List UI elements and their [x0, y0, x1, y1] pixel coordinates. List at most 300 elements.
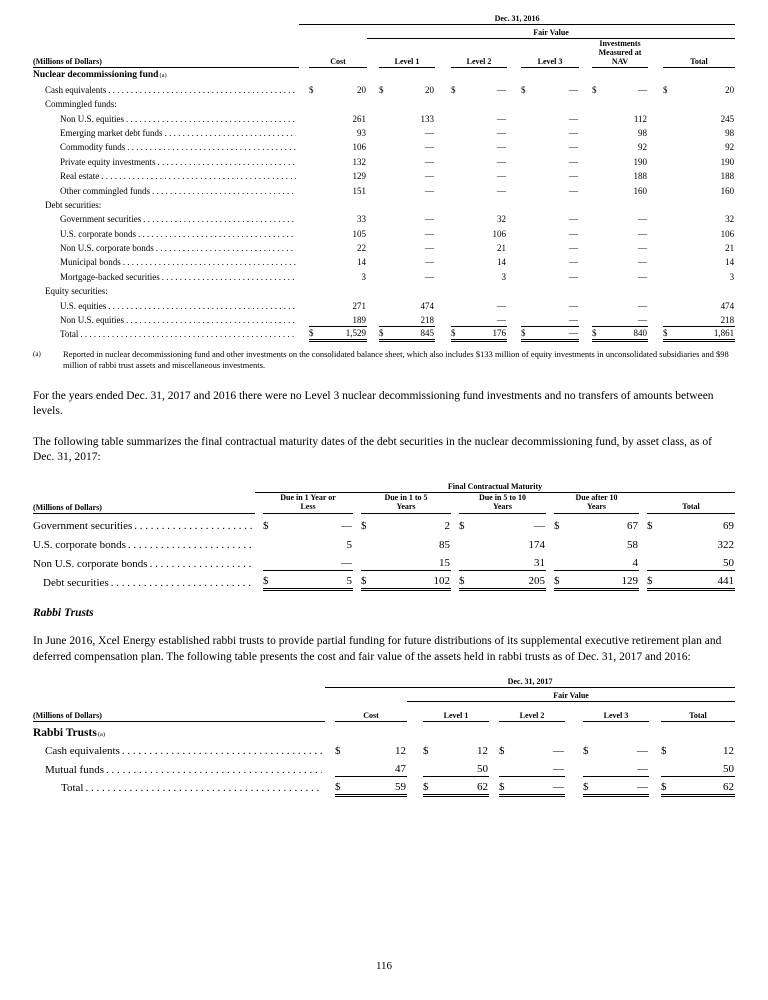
row-label-text: Total	[60, 329, 79, 340]
amount-value: 151	[352, 185, 366, 196]
footnote-text: Reported in nuclear decommissioning fund and other investments on the consolidated balance sheet, which also includes $133 million of equity investments in unconsolidated subsidiaries and $98 million of rabbi trust assets and miscellaneous investments.	[63, 348, 729, 371]
column-gap	[407, 777, 423, 796]
amount-cell	[309, 326, 367, 340]
amount-value: 20	[425, 84, 434, 95]
column-gap	[579, 225, 592, 239]
amount-value: —	[638, 271, 647, 282]
amount-value: 50	[477, 763, 488, 776]
col-header-due-1yr: Due in 1 Year or Less	[263, 493, 353, 514]
amount-cell	[379, 125, 435, 139]
column-gap	[579, 110, 592, 124]
amount-cell	[379, 326, 435, 340]
amount-value: 245	[720, 113, 735, 124]
amount-value: 98	[725, 127, 735, 138]
column-gap	[579, 326, 592, 340]
column-gap	[507, 81, 521, 95]
column-gap	[353, 552, 361, 571]
amount-value: 190	[720, 156, 735, 167]
amount-cell	[451, 197, 507, 211]
dot-leader	[165, 128, 296, 138]
amount-value: 14	[725, 257, 735, 268]
column-gap	[648, 67, 663, 81]
table-row	[33, 721, 735, 740]
date-header: Dec. 31, 2016	[299, 10, 735, 24]
column-gap	[299, 283, 309, 297]
amount-cell	[663, 297, 735, 311]
column-gap	[507, 297, 521, 311]
row-label	[33, 197, 299, 211]
amount-value: —	[638, 214, 647, 225]
amount-value: 105	[352, 228, 366, 239]
amount-cell	[309, 240, 367, 254]
amount-cell	[583, 740, 649, 759]
amount-cell	[309, 125, 367, 139]
row-label	[33, 571, 255, 590]
dot-leader	[134, 520, 252, 532]
dollar-sign: $	[459, 575, 465, 588]
row-label-text: Government securities	[33, 519, 133, 532]
amount-value: 102	[433, 575, 450, 588]
amount-cell	[554, 571, 639, 590]
amount-cell	[663, 168, 735, 182]
amount-cell	[379, 225, 435, 239]
column-gap	[367, 81, 379, 95]
dollar-sign: $	[379, 84, 384, 95]
col-header-cost: Cost	[335, 701, 407, 721]
row-label-text: Nuclear decommissioning fund	[33, 70, 159, 81]
amount-value: —	[638, 257, 647, 268]
dollar-sign: $	[661, 780, 667, 793]
amount-cell	[379, 211, 435, 225]
column-gap	[435, 81, 451, 95]
column-gap	[255, 533, 263, 552]
amount-value: —	[497, 113, 506, 124]
row-label-text: Government securities	[60, 214, 142, 225]
column-gap	[435, 283, 451, 297]
millions-of-dollars-label: (Millions of Dollars)	[33, 493, 255, 514]
amount-cell	[663, 81, 735, 95]
dollar-sign: $	[521, 84, 526, 95]
fair-value-header: Fair Value	[367, 24, 735, 38]
amount-value: —	[425, 257, 434, 268]
millions-of-dollars-label: (Millions of Dollars)	[33, 38, 299, 67]
footnote-marker: (a)	[33, 349, 41, 358]
amount-cell	[379, 67, 435, 81]
rabbi-trusts-heading: Rabbi Trusts	[33, 607, 94, 620]
footnote-ref: (a)	[97, 730, 106, 738]
amount-cell	[521, 240, 579, 254]
amount-cell	[379, 96, 435, 110]
column-gap	[507, 139, 521, 153]
amount-cell	[592, 211, 648, 225]
maturity-title: Final Contractual Maturity	[255, 478, 735, 493]
amount-cell	[459, 552, 546, 571]
amount-value: 106	[492, 228, 506, 239]
amount-value: 4	[632, 557, 638, 570]
amount-cell	[309, 197, 367, 211]
column-gap	[507, 268, 521, 282]
row-label-text: Private equity investments	[60, 156, 156, 167]
dollar-sign: $	[263, 575, 269, 588]
row-label-text: U.S. corporate bonds	[33, 538, 126, 551]
dollar-sign: $	[361, 519, 367, 532]
amount-value: 21	[497, 243, 506, 254]
column-gap	[649, 721, 661, 740]
amount-cell	[379, 110, 435, 124]
row-label	[33, 96, 299, 110]
dot-leader	[128, 539, 252, 551]
column-gap	[648, 197, 663, 211]
column-gap	[507, 168, 521, 182]
amount-cell	[451, 297, 507, 311]
amount-cell	[521, 297, 579, 311]
table-row	[33, 67, 735, 81]
amount-value: —	[569, 185, 578, 196]
amount-value: —	[425, 214, 434, 225]
dot-leader	[156, 243, 296, 253]
amount-value: 3	[729, 271, 735, 282]
dollar-sign: $	[521, 327, 526, 338]
amount-cell	[309, 139, 367, 153]
amount-cell	[499, 740, 565, 759]
amount-cell	[521, 283, 579, 297]
amount-value: 92	[638, 142, 647, 153]
amount-cell	[309, 96, 367, 110]
amount-cell	[663, 211, 735, 225]
column-gap	[648, 211, 663, 225]
amount-value: 32	[725, 214, 735, 225]
amount-value: —	[497, 142, 506, 153]
footnote	[33, 349, 735, 372]
amount-cell	[263, 552, 353, 571]
column-gap	[451, 533, 459, 552]
dollar-sign: $	[423, 780, 429, 793]
table-row	[33, 211, 735, 225]
amount-cell	[592, 197, 648, 211]
column-gap	[507, 96, 521, 110]
amount-value: 218	[420, 314, 434, 325]
row-label	[33, 777, 325, 796]
amount-value: 5	[346, 575, 352, 588]
dollar-sign: $	[663, 327, 668, 338]
column-gap	[407, 740, 423, 759]
millions-of-dollars-label: (Millions of Dollars)	[33, 701, 325, 721]
amount-cell	[459, 571, 546, 590]
amount-cell	[335, 740, 407, 759]
amount-cell	[379, 283, 435, 297]
amount-cell	[379, 240, 435, 254]
amount-cell	[554, 514, 639, 533]
column-gap	[435, 153, 451, 167]
amount-cell	[379, 139, 435, 153]
column-gap	[299, 67, 309, 81]
amount-value: 218	[720, 314, 735, 325]
table-row	[33, 81, 735, 95]
row-label-text: Rabbi Trusts	[33, 726, 97, 739]
column-gap	[507, 225, 521, 239]
amount-cell	[309, 225, 367, 239]
column-gap	[648, 182, 663, 196]
amount-value: 32	[497, 214, 506, 225]
amount-cell	[451, 110, 507, 124]
row-label	[33, 533, 255, 552]
row-label	[33, 254, 299, 268]
column-gap	[435, 96, 451, 110]
amount-cell	[663, 67, 735, 81]
amount-cell	[521, 139, 579, 153]
dollar-sign: $	[361, 575, 367, 588]
row-label-text: Equity securities:	[45, 286, 108, 297]
column-gap	[367, 125, 379, 139]
amount-cell	[309, 268, 367, 282]
dollar-sign: $	[499, 745, 505, 758]
column-gap	[299, 211, 309, 225]
row-label	[33, 67, 299, 81]
column-gap	[639, 533, 647, 552]
dot-leader	[122, 745, 322, 757]
dollar-sign: $	[423, 745, 429, 758]
amount-value: 47	[395, 763, 406, 776]
column-gap	[648, 110, 663, 124]
column-gap	[435, 182, 451, 196]
amount-value: 271	[352, 300, 366, 311]
amount-value: 474	[420, 300, 434, 311]
date-header-row	[33, 673, 735, 687]
amount-value: —	[425, 142, 434, 153]
amount-cell	[309, 168, 367, 182]
dot-leader	[157, 157, 296, 167]
amount-cell	[263, 571, 353, 590]
amount-cell	[663, 240, 735, 254]
dollar-sign: $	[647, 519, 653, 532]
row-label	[33, 740, 325, 759]
amount-value: —	[425, 185, 434, 196]
dollar-sign: $	[451, 327, 456, 338]
row-label-text: Non U.S. corporate bonds	[60, 243, 154, 254]
amount-value: —	[425, 228, 434, 239]
column-gap	[579, 96, 592, 110]
amount-cell	[521, 225, 579, 239]
col-header-total: Total	[661, 701, 735, 721]
column-gap	[367, 67, 379, 81]
row-label	[33, 283, 299, 297]
column-gap	[367, 153, 379, 167]
col-header-due-5to10: Due in 5 to 10 Years	[459, 493, 546, 514]
fair-value-header: Fair Value	[407, 687, 735, 701]
amount-cell	[451, 125, 507, 139]
amount-value: —	[497, 300, 506, 311]
column-gap	[648, 168, 663, 182]
column-gap	[299, 81, 309, 95]
table-row	[33, 758, 735, 777]
amount-cell	[451, 153, 507, 167]
amount-cell	[521, 125, 579, 139]
amount-cell	[647, 533, 735, 552]
amount-cell	[361, 571, 451, 590]
table-row	[33, 268, 735, 282]
table-row	[33, 740, 735, 759]
column-gap	[507, 67, 521, 81]
amount-value: —	[638, 243, 647, 254]
amount-cell	[451, 81, 507, 95]
amount-cell	[592, 125, 648, 139]
amount-cell	[379, 312, 435, 326]
amount-cell	[521, 110, 579, 124]
column-gap	[367, 139, 379, 153]
column-gap	[407, 758, 423, 777]
amount-cell	[663, 197, 735, 211]
table-row	[33, 552, 735, 571]
amount-value: —	[638, 84, 647, 95]
amount-cell	[451, 139, 507, 153]
amount-cell	[554, 533, 639, 552]
amount-value: 441	[717, 575, 734, 588]
dollar-sign: $	[583, 780, 589, 793]
column-gap	[507, 110, 521, 124]
column-gap	[579, 312, 592, 326]
column-gap	[648, 326, 663, 340]
row-label	[33, 153, 299, 167]
dot-leader	[108, 301, 296, 311]
column-gap	[546, 514, 554, 533]
amount-cell	[379, 81, 435, 95]
col-header-level2: Level 2	[451, 38, 507, 67]
maturity-title-row	[33, 478, 735, 493]
row-label	[33, 182, 299, 196]
row-label	[33, 211, 299, 225]
amount-value: 188	[633, 171, 647, 182]
row-label-text: Commodity funds	[60, 142, 126, 153]
row-label-text: Non U.S. corporate bonds	[33, 557, 148, 570]
column-gap	[649, 740, 661, 759]
amount-cell	[647, 514, 735, 533]
amount-cell	[451, 225, 507, 239]
amount-value: —	[569, 300, 578, 311]
row-label-text: Non U.S. equities	[60, 113, 124, 124]
col-header-nav: Investments Measured at NAV	[592, 38, 648, 67]
column-gap	[299, 297, 309, 311]
amount-cell	[379, 182, 435, 196]
column-gap	[367, 283, 379, 297]
column-gap	[507, 125, 521, 139]
amount-cell	[361, 552, 451, 571]
column-gap	[579, 197, 592, 211]
column-gap	[367, 211, 379, 225]
table-row	[33, 153, 735, 167]
amount-value: 20	[725, 84, 735, 95]
column-gap	[648, 225, 663, 239]
column-gap	[507, 197, 521, 211]
table-row	[33, 777, 735, 796]
column-gap	[579, 67, 592, 81]
table-row	[33, 139, 735, 153]
column-gap	[489, 758, 499, 777]
amount-value: —	[569, 84, 578, 95]
dot-leader	[108, 85, 296, 95]
column-gap	[299, 326, 309, 340]
column-gap	[648, 81, 663, 95]
amount-cell	[451, 182, 507, 196]
amount-cell	[521, 182, 579, 196]
amount-value: 62	[723, 780, 735, 793]
amount-value: —	[569, 171, 578, 182]
column-gap	[435, 125, 451, 139]
row-label-text: Municipal bonds	[60, 257, 121, 268]
amount-value: 3	[361, 271, 366, 282]
paragraph-maturity-intro: The following table summarizes the final contractual maturity dates of the debt securities in the nuclear decommissioning fund, by asset class, as of Dec. 31, 2017:	[33, 435, 712, 464]
amount-cell	[661, 721, 735, 740]
amount-cell	[451, 312, 507, 326]
amount-cell	[451, 268, 507, 282]
col-header-total: Total	[663, 38, 735, 67]
dollar-sign: $	[647, 575, 653, 588]
column-gap	[367, 197, 379, 211]
amount-cell	[663, 312, 735, 326]
amount-value: —	[497, 171, 506, 182]
amount-value: 50	[723, 763, 735, 776]
amount-value: 174	[528, 538, 545, 551]
dollar-sign: $	[309, 84, 314, 95]
column-gap	[648, 125, 663, 139]
column-gap	[648, 297, 663, 311]
amount-value: 840	[633, 327, 647, 338]
column-gap	[367, 240, 379, 254]
amount-cell	[592, 283, 648, 297]
column-gap	[565, 777, 583, 796]
amount-cell	[309, 297, 367, 311]
column-gap	[507, 182, 521, 196]
column-gap	[649, 758, 661, 777]
amount-value: 69	[723, 519, 734, 532]
amount-cell	[521, 197, 579, 211]
amount-value: 58	[627, 538, 638, 551]
amount-cell	[379, 268, 435, 282]
amount-value: —	[569, 142, 578, 153]
amount-value: 160	[720, 185, 735, 196]
row-label	[33, 81, 299, 95]
column-gap	[579, 283, 592, 297]
column-gap	[565, 758, 583, 777]
column-gap	[367, 225, 379, 239]
amount-value: 176	[492, 327, 506, 338]
row-label	[33, 514, 255, 533]
amount-value: 14	[357, 257, 366, 268]
dollar-sign: $	[663, 84, 668, 95]
page-number: 116	[375, 960, 393, 972]
paragraph-rabbi-intro: In June 2016, Xcel Energy established rabbi trusts to provide partial funding for future distributions of its supplemental executive retirement plan and deferred compensation plan. The following table presents the cost and fair value of the assets held in rabbi trusts as of Dec. 31, 2017 and 2016:	[33, 635, 722, 663]
amount-value: —	[534, 519, 545, 532]
amount-cell	[663, 125, 735, 139]
row-label-text: Other commingled funds	[60, 185, 150, 196]
column-gap	[435, 67, 451, 81]
column-gap	[546, 533, 554, 552]
column-gap	[507, 312, 521, 326]
table-row	[33, 182, 735, 196]
amount-value: 845	[420, 327, 434, 338]
column-gap	[435, 297, 451, 311]
column-gap	[367, 110, 379, 124]
amount-cell	[263, 533, 353, 552]
amount-cell	[663, 153, 735, 167]
amount-cell	[521, 153, 579, 167]
column-gap	[451, 571, 459, 590]
table-row	[33, 533, 735, 552]
amount-cell	[451, 211, 507, 225]
column-gap	[565, 721, 583, 740]
column-gap	[507, 240, 521, 254]
column-gap	[579, 139, 592, 153]
amount-cell	[451, 254, 507, 268]
